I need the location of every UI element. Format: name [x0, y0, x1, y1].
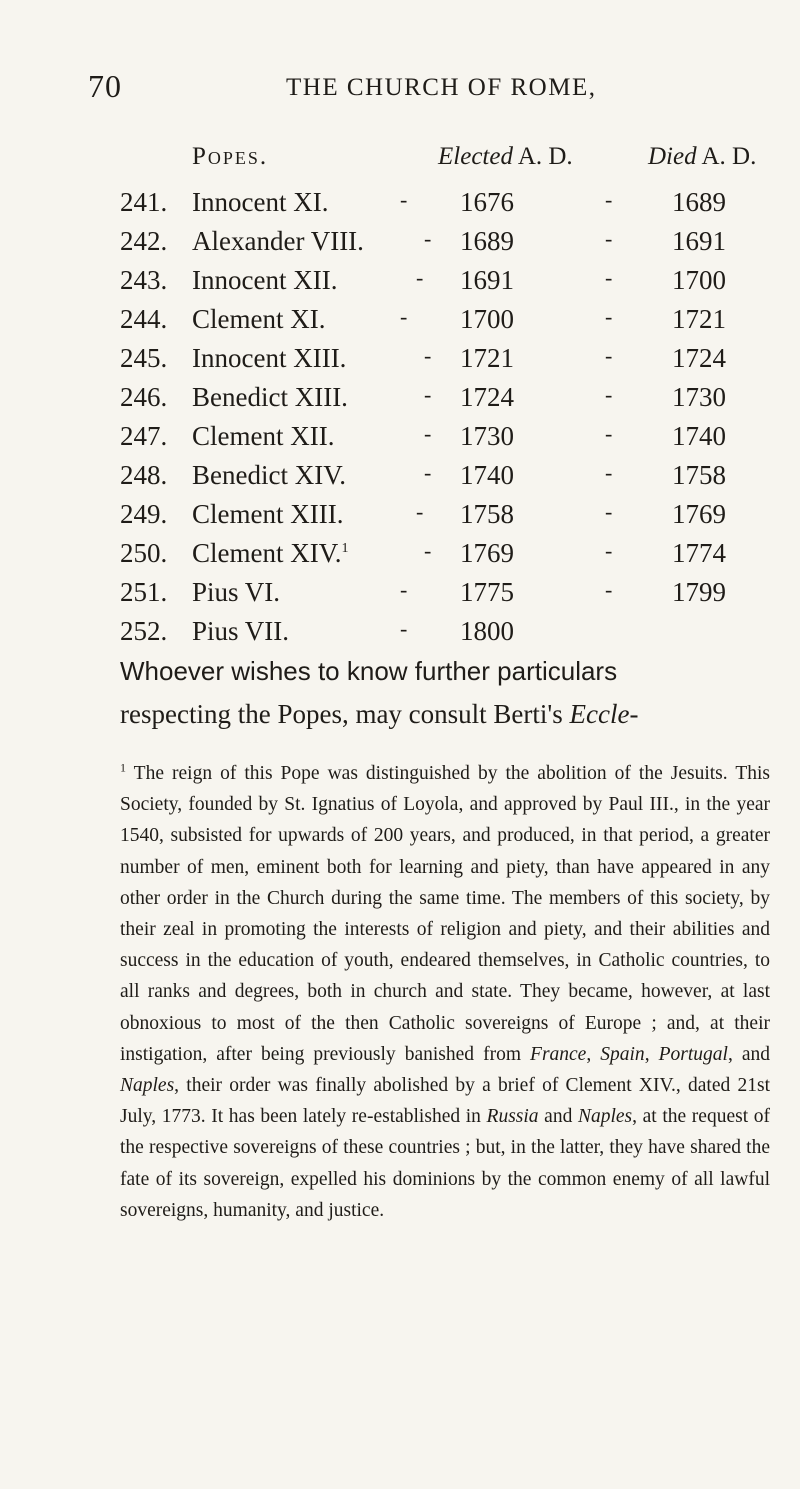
pope-name: Clement XI. — [192, 304, 326, 334]
footnote-reference: 1 — [341, 541, 349, 556]
pope-name: Alexander VIII. — [192, 226, 364, 256]
table-row — [0, 577, 800, 617]
header-elected — [438, 143, 573, 171]
elected-year: 1721 — [460, 343, 514, 373]
row-number: 245. — [120, 343, 168, 373]
row-dash: - — [424, 226, 432, 251]
row-dash: - — [605, 187, 613, 212]
row-dash: - — [424, 538, 432, 563]
body-paragraph — [120, 650, 770, 736]
died-year: 1724 — [672, 343, 726, 373]
died-year: 1689 — [672, 187, 726, 217]
footnote-sep: , and — [727, 1043, 771, 1065]
table-row — [0, 499, 800, 539]
died-year: 1799 — [672, 577, 726, 607]
row-dash: - — [605, 460, 613, 485]
header-elected-label: Elected — [438, 143, 513, 170]
footnote-marker: 1 — [120, 760, 126, 775]
footnote-naples: Naples — [577, 1106, 633, 1128]
header-died-label: Died — [648, 143, 697, 170]
footnote-portugal: Portugal — [658, 1043, 728, 1065]
pope-name — [192, 538, 349, 569]
footnote — [120, 758, 770, 1226]
row-number: 242. — [120, 226, 168, 256]
body-line-1: Whoever wishes to know further particulars — [120, 656, 618, 686]
row-number: 250. — [120, 538, 168, 568]
elected-year: 1758 — [460, 499, 514, 529]
footnote-text-1: The reign of this Pope was distinguished by the abolition of the Jesuits. This Society, founded by St. Ignatius of Loyola, and approved by Paul III., in the year 1540, subsisted for upwards of 200 years, and produced, in that period, a greater number of men, eminent both for learning and piety, than have appeared in any other order in the Church during the same time. The members of this society, by their zeal in promoting the interests of religion and piety, and their abilities and success in the education of youth, endeared themselves, in Catholic countries, to all ranks and degrees, both in church and state. They became, however, at last obnoxious to most of the then Catholic sovereigns of Europe ; and, at their instigation, after being previously banished from — [120, 763, 770, 1065]
pope-name: Clement XII. — [192, 421, 335, 451]
footnote-sep: , — [644, 1043, 659, 1065]
row-dash: - — [605, 538, 613, 563]
elected-year: 1775 — [460, 577, 514, 607]
pope-name: Innocent XII. — [192, 265, 338, 295]
row-dash: - — [605, 343, 613, 368]
row-dash: - — [605, 577, 613, 602]
footnote-naples: Naples — [120, 1075, 175, 1097]
row-number: 246. — [120, 382, 168, 412]
died-year: 1769 — [672, 499, 726, 529]
pope-name: Pius VI. — [192, 577, 281, 607]
footnote-spain: Spain — [600, 1043, 645, 1065]
row-dash: - — [605, 226, 613, 251]
row-dash: - — [424, 421, 432, 446]
row-number: 247. — [120, 421, 168, 451]
elected-year: 1689 — [460, 226, 514, 256]
row-number: 249. — [120, 499, 168, 529]
died-year: 1700 — [672, 265, 726, 295]
row-dash: - — [424, 343, 432, 368]
pope-name: Benedict XIII. — [192, 382, 348, 412]
footnote-russia: Russia — [486, 1106, 539, 1128]
table-row — [0, 538, 800, 578]
pope-name: Innocent XIII. — [192, 343, 347, 373]
header-died-suffix: A. D. — [701, 143, 757, 170]
header-popes: Popes. — [192, 143, 269, 170]
row-dash: - — [424, 460, 432, 485]
table-row — [0, 187, 800, 227]
elected-year: 1800 — [460, 616, 514, 646]
table-row — [0, 460, 800, 500]
elected-year: 1730 — [460, 421, 514, 451]
pope-name: Innocent XI. — [192, 187, 329, 217]
died-year: 1758 — [672, 460, 726, 490]
elected-year: 1676 — [460, 187, 514, 217]
body-line-2-text: respecting the Popes, may consult Berti's — [120, 699, 570, 729]
died-year: 1721 — [672, 304, 726, 334]
elected-year: 1740 — [460, 460, 514, 490]
pope-name: Benedict XIV. — [192, 460, 346, 490]
row-number: 243. — [120, 265, 168, 295]
table-row — [0, 343, 800, 383]
row-dash: - — [416, 499, 424, 524]
table-row — [0, 265, 800, 305]
row-number: 241. — [120, 187, 168, 217]
row-dash: - — [605, 499, 613, 524]
died-year: 1730 — [672, 382, 726, 412]
table-row — [0, 421, 800, 461]
footnote-sep: , — [586, 1043, 601, 1065]
row-dash: - — [605, 382, 613, 407]
row-number: 251. — [120, 577, 168, 607]
footnote-sep: and — [538, 1106, 578, 1128]
died-year: 1740 — [672, 421, 726, 451]
row-dash: - — [400, 577, 408, 602]
table-row — [0, 382, 800, 422]
elected-year: 1724 — [460, 382, 514, 412]
running-head-title: THE CHURCH OF ROME, — [286, 74, 597, 101]
footnote-france: France — [530, 1043, 587, 1065]
row-dash: - — [400, 187, 408, 212]
footnote-text-2: , their order was finally abolished by a brief of Clement XIV., dated 21st July, 1773. It has been lately re-established in — [120, 1075, 770, 1128]
elected-year: 1769 — [460, 538, 514, 568]
header-died — [648, 143, 756, 171]
running-head — [88, 68, 768, 108]
row-number: 248. — [120, 460, 168, 490]
table-row — [0, 226, 800, 266]
row-dash: - — [400, 304, 408, 329]
body-line-2-italic: Eccle- — [569, 699, 639, 729]
footnote-text-3: , at the request of the respective sovereigns of these countries ; but, in the latter, they have shared the fate of its sovereign, expelled his dominions by the common enemy of all lawful sovereigns, humanity, and justice. — [120, 1106, 770, 1221]
row-dash: - — [605, 304, 613, 329]
row-dash: - — [400, 616, 408, 641]
header-elected-suffix: A. D. — [517, 143, 573, 170]
died-year: 1774 — [672, 538, 726, 568]
table-row — [0, 304, 800, 344]
page-number: 70 — [88, 68, 122, 104]
elected-year: 1691 — [460, 265, 514, 295]
pope-name: Clement XIII. — [192, 499, 344, 529]
row-dash: - — [605, 421, 613, 446]
elected-year: 1700 — [460, 304, 514, 334]
pope-name-text: Clement XIV. — [192, 538, 342, 568]
body-line-2 — [120, 693, 770, 736]
row-dash: - — [416, 265, 424, 290]
row-dash: - — [424, 382, 432, 407]
row-dash: - — [605, 265, 613, 290]
died-year: 1691 — [672, 226, 726, 256]
row-number: 244. — [120, 304, 168, 334]
row-number: 252. — [120, 616, 168, 646]
pope-name: Pius VII. — [192, 616, 290, 646]
